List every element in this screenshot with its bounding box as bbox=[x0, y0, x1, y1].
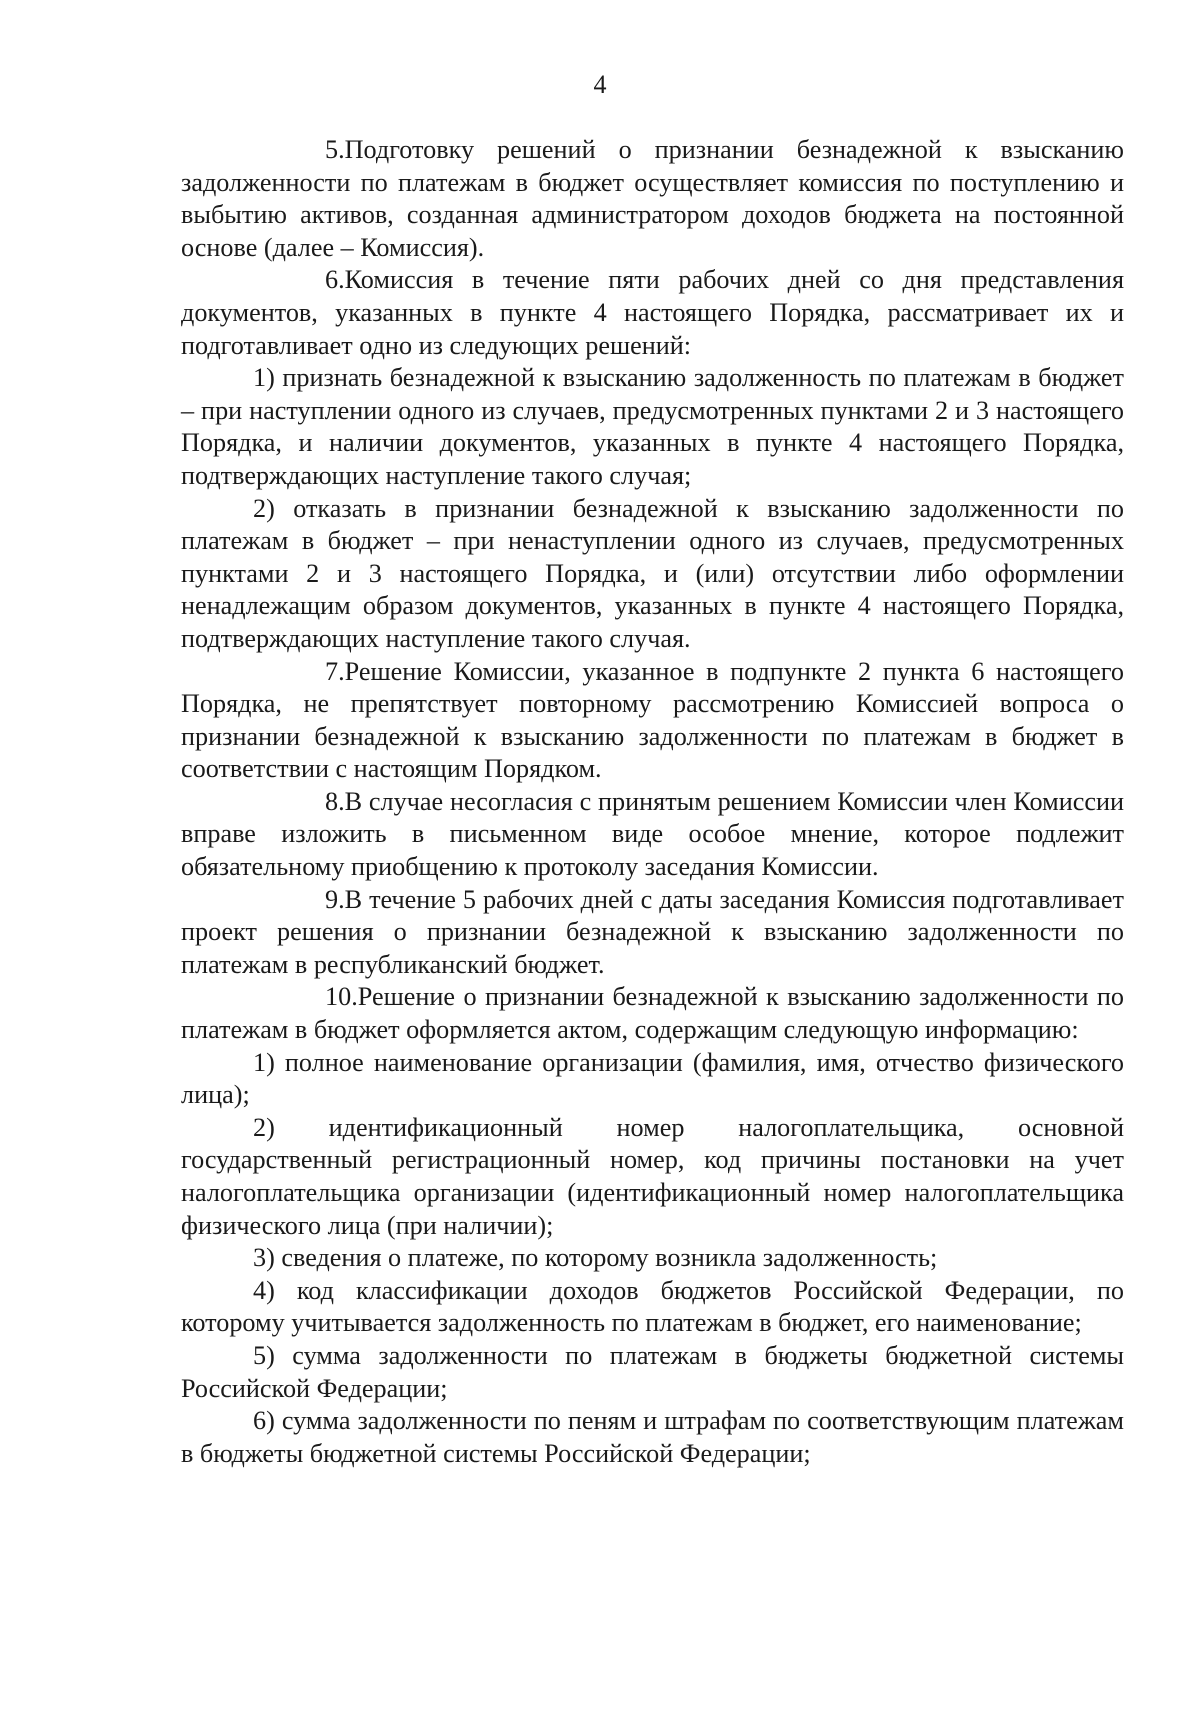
subparagraph-text: 4) код классификации доходов бюджетов Российской Федерации, по которому учитывается задолженность по платежам в бюджет, его наименование; bbox=[181, 1275, 1124, 1338]
paragraph-number: 5. bbox=[325, 135, 345, 164]
paragraph-text: В случае несогласия с принятым решением Комиссии член Комиссии вправе изложить в письменном виде особое мнение, которое подлежит обязательному приобщению к протоколу заседания Комиссии. bbox=[181, 786, 1124, 882]
subparagraph-text: 2) идентификационный номер налогоплательщика, основной государственный регистрационный номер, код причины постановки на учет налогоплательщика организации (идентификационный номер налогоплательщика физического лица (при наличии); bbox=[181, 1112, 1124, 1240]
paragraph-number: 9. bbox=[325, 884, 345, 914]
paragraph-text: Решение о признании безнадежной к взысканию задолженности по платежам в бюджет оформляется актом, содержащим следующую информацию: bbox=[181, 982, 1124, 1045]
subparagraph-10-4 bbox=[181, 1275, 1124, 1340]
paragraph-6 bbox=[181, 264, 1124, 362]
subparagraph-10-5 bbox=[181, 1340, 1124, 1405]
paragraph-9 bbox=[181, 884, 1124, 982]
subparagraph-10-1 bbox=[181, 1047, 1124, 1112]
document-body bbox=[181, 134, 1124, 1470]
paragraph-text: Комиссия в течение пяти рабочих дней со дня представления документов, указанных в пункте 4 настоящего Порядка, рассматривает их и подготавливает одно из следующих решений: bbox=[181, 265, 1124, 360]
paragraph-text: В течение 5 рабочих дней с даты заседания Комиссия подготавливает проект решения о признании безнадежной к взысканию задолженности по платежам в республиканский бюджет. bbox=[181, 884, 1124, 979]
paragraph-number: 6. bbox=[325, 265, 345, 295]
paragraph-number: 8. bbox=[325, 786, 345, 816]
subparagraph-10-6 bbox=[181, 1405, 1124, 1470]
paragraph-7 bbox=[181, 656, 1124, 786]
paragraph-text: Решение Комиссии, указанное в подпункте 2 пункта 6 настоящего Порядка, не препятствует повторному рассмотрению Комиссией вопроса о признании безнадежной к взысканию задолженности по платежам в бюджет в соответствии с настоящим Порядком. bbox=[181, 656, 1124, 784]
paragraph-text: Подготовку решений о признании безнадежной к взысканию задолженности по платежам в бюджет осуществляет комиссия по поступлению и выбытию активов, созданная администратором доходов бюджета на постоянной основе (далее – Комиссия). bbox=[181, 135, 1124, 262]
subparagraph-6-2 bbox=[181, 493, 1124, 656]
subparagraph-text: 5) сумма задолженности по платежам в бюджеты бюджетной системы Российской Федерации; bbox=[181, 1340, 1124, 1403]
subparagraph-text: 1) полное наименование организации (фамилия, имя, отчество физического лица); bbox=[181, 1047, 1124, 1110]
subparagraph-text: 1) признать безнадежной к взысканию задолженность по платежам в бюджет – при наступлении одного из случаев, предусмотренных пунктами 2 и 3 настоящего Порядка, и наличии документов, указанных в пункте 4 настоящего Порядка, подтверждающих наступление такого случая; bbox=[181, 363, 1124, 490]
paragraph-8 bbox=[181, 786, 1124, 884]
subparagraph-10-3 bbox=[181, 1242, 1124, 1275]
subparagraph-text: 6) сумма задолженности по пеням и штрафам по соответствующим платежам в бюджеты бюджетной системы Российской Федерации; bbox=[181, 1406, 1124, 1468]
paragraph-number: 7. bbox=[325, 656, 345, 686]
subparagraph-6-1 bbox=[181, 362, 1124, 492]
subparagraph-10-2 bbox=[181, 1112, 1124, 1242]
paragraph-number: 10. bbox=[325, 982, 358, 1012]
subparagraph-text: 2) отказать в признании безнадежной к взысканию задолженности по платежам в бюджет – при ненаступлении одного из случаев, предусмотренных пунктами 2 и 3 настоящего Порядка, и (или) отсутствии либо оформлении ненадлежащим образом документов, указанных в пункте 4 настоящего Порядка, подтверждающих наступление такого случая. bbox=[181, 493, 1124, 653]
page-number: 4 bbox=[593, 70, 607, 99]
subparagraph-text: 3) сведения о платеже, по которому возникла задолженность; bbox=[253, 1243, 938, 1273]
paragraph-10 bbox=[181, 981, 1124, 1046]
paragraph-5 bbox=[181, 134, 1124, 264]
